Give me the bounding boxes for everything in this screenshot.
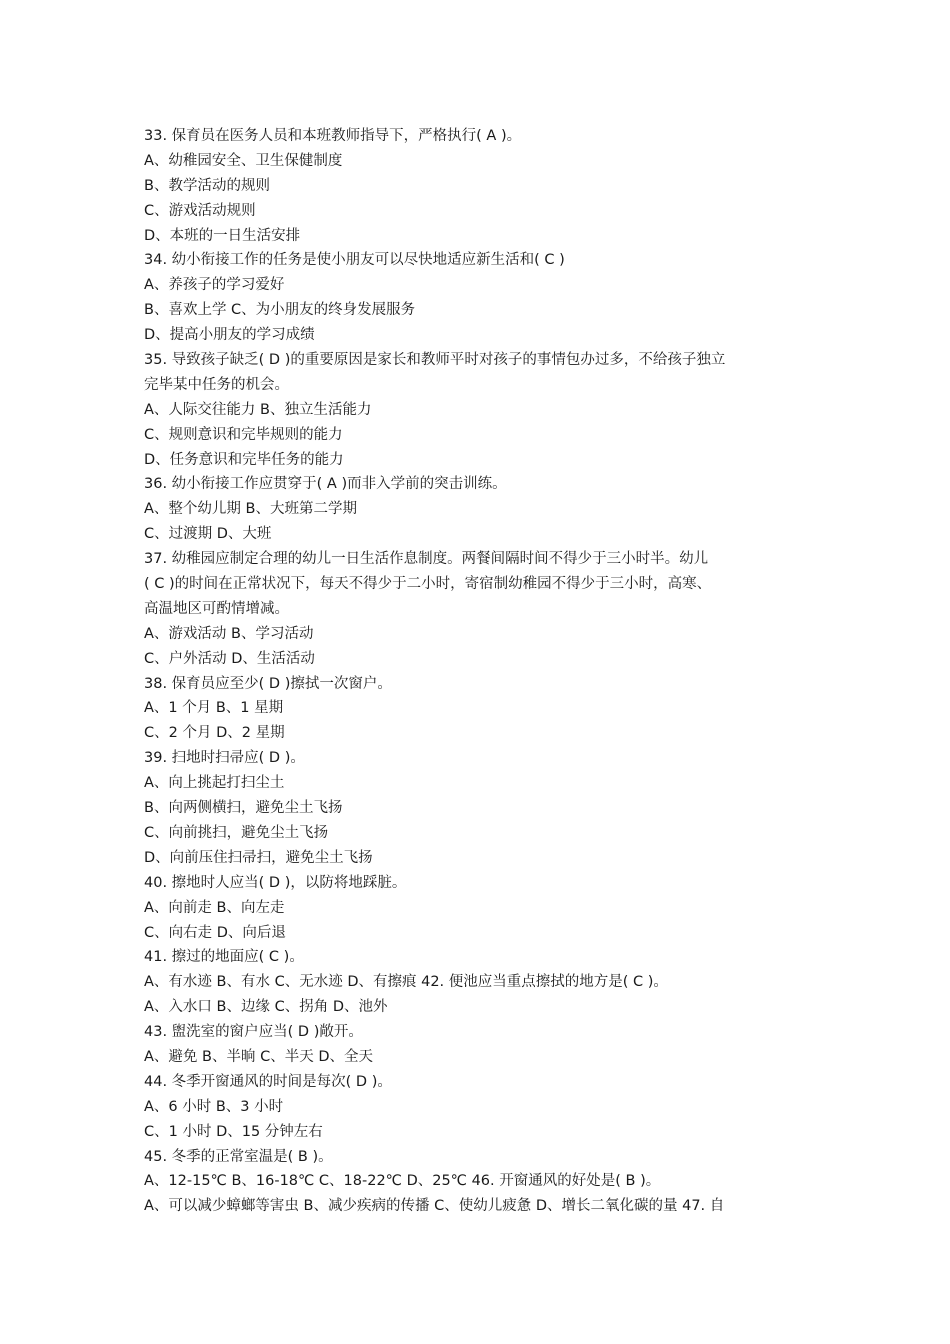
text-line: 38. 保育员应至少( D )擦拭一次窗户。 xyxy=(144,675,392,692)
text-line: A、1 个月 B、1 星期 xyxy=(144,700,284,717)
text-line: 34. 幼小衔接工作的任务是使小朋友可以尽快地适应新生活和( C ) xyxy=(144,252,565,269)
text-line: A、6 小时 B、3 小时 xyxy=(144,1098,284,1115)
text-line: D、本班的一日生活安排 xyxy=(144,227,301,244)
text-line: A、可以减少蟑螂等害虫 B、减少疾病的传播 C、使幼儿疲惫 D、增长二氧化碳的量 47. 自 xyxy=(144,1198,725,1215)
text-line: 41. 擦过的地面应( C )。 xyxy=(144,949,304,966)
text-line: C、户外活动 D、生活活动 xyxy=(144,650,315,667)
text-line: C、向前挑扫，避免尘土飞扬 xyxy=(144,824,329,841)
text-line: 37. 幼稚园应制定合理的幼儿一日生活作息制度。两餐间隔时间不得少于三小时半。幼儿 xyxy=(144,551,709,568)
text-line: 43. 盥洗室的窗户应当( D )敞开。 xyxy=(144,1024,363,1041)
text-line: 完毕某中任务的机会。 xyxy=(144,376,289,393)
text-line: A、游戏活动 B、学习活动 xyxy=(144,625,314,642)
text-line: A、养孩子的学习爱好 xyxy=(144,277,285,294)
text-line: B、教学活动的规则 xyxy=(144,177,270,194)
text-line: A、人际交往能力 B、独立生活能力 xyxy=(144,401,372,418)
text-line: 40. 擦地时人应当( D )，以防将地踩脏。 xyxy=(144,874,407,891)
text-line: B、喜欢上学 C、为小朋友的终身发展服务 xyxy=(144,302,416,319)
text-line: A、避免 B、半晌 C、半天 D、全天 xyxy=(144,1048,373,1065)
text-line: A、向前走 B、向左走 xyxy=(144,899,285,916)
text-line: 45. 冬季的正常室温是( B )。 xyxy=(144,1148,333,1165)
text-line: D、提高小朋友的学习成绩 xyxy=(144,327,315,344)
document-body xyxy=(144,124,816,1219)
text-line: C、2 个月 D、2 星期 xyxy=(144,725,285,742)
text-line: A、幼稚园安全、卫生保健制度 xyxy=(144,152,343,169)
text-line: A、有水迹 B、有水 C、无水迹 D、有擦痕 42. 便池应当重点擦拭的地方是( C )。 xyxy=(144,974,668,991)
text-line: 44. 冬季开窗通风的时间是每次( D )。 xyxy=(144,1073,392,1090)
text-line: 39. 扫地时扫帚应( D )。 xyxy=(144,750,305,767)
text-line: B、向两侧横扫，避免尘土飞扬 xyxy=(144,800,343,817)
text-line: ( C )的时间在正常状况下，每天不得少于二小时，寄宿制幼稚园不得少于三小时，高寒、 xyxy=(144,576,712,593)
text-line: C、1 小时 D、15 分钟左右 xyxy=(144,1123,323,1140)
text-line: A、整个幼儿期 B、大班第二学期 xyxy=(144,501,357,518)
text-line: C、过渡期 D、大班 xyxy=(144,526,272,543)
text-line: C、向右走 D、向后退 xyxy=(144,924,286,941)
text-line: A、入水口 B、边缘 C、拐角 D、池外 xyxy=(144,999,388,1016)
text-line: D、向前压住扫帚扫，避免尘土飞扬 xyxy=(144,849,373,866)
text-line: D、任务意识和完毕任务的能力 xyxy=(144,451,344,468)
text-line: 35. 导致孩子缺乏( D )的重要原因是家长和教师平时对孩子的事情包办过多，不给孩子独立 xyxy=(144,352,726,369)
text-line: 36. 幼小衔接工作应贯穿于( A )而非入学前的突击训练。 xyxy=(144,476,507,493)
text-line: C、游戏活动规则 xyxy=(144,202,256,219)
text-line: 33. 保育员在医务人员和本班教师指导下，严格执行( A )。 xyxy=(144,128,522,144)
text-line: A、向上挑起打扫尘土 xyxy=(144,775,285,792)
text-line: A、12-15℃ B、16-18℃ C、18-22℃ D、25℃ 46. 开窗通风的好处是( B )。 xyxy=(144,1173,661,1190)
text-line: C、规则意识和完毕规则的能力 xyxy=(144,426,343,443)
text-line: 高温地区可酌情增减。 xyxy=(144,600,289,617)
